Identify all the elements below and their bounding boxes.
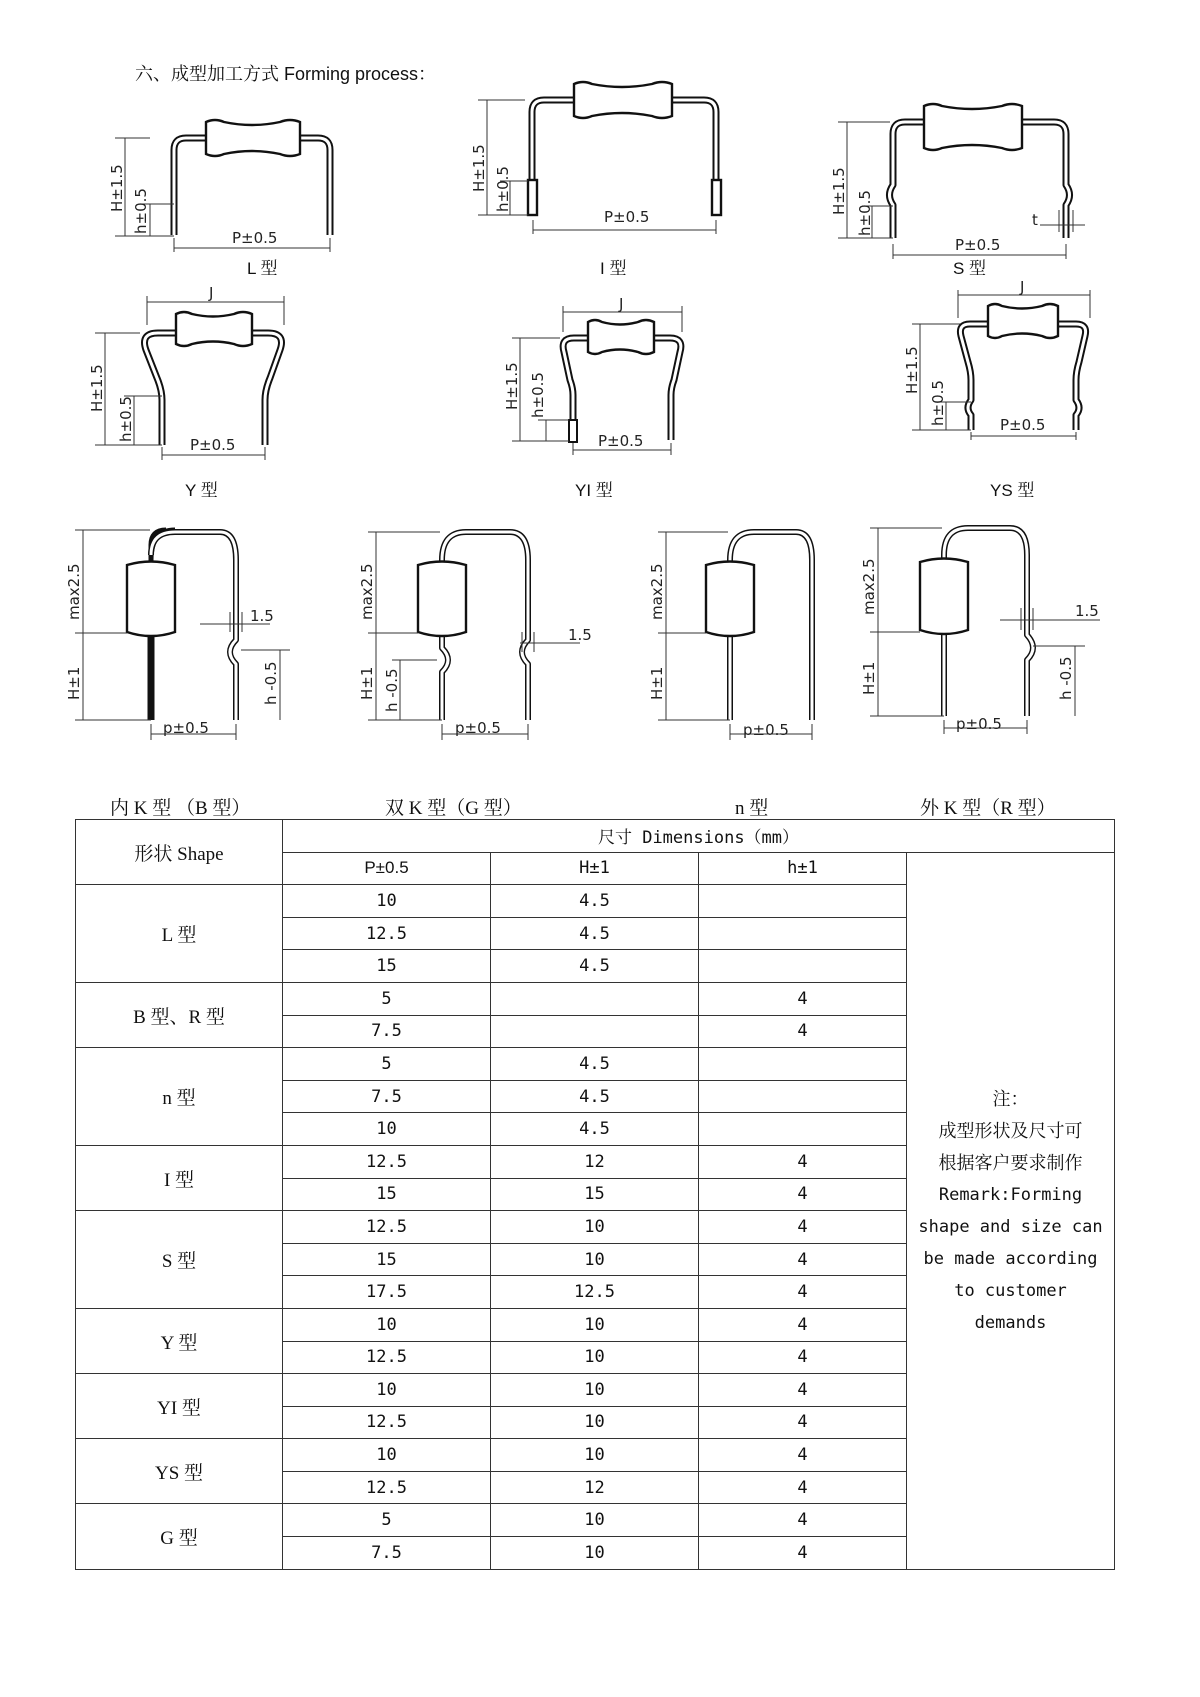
value-h-large-cell: 4.5: [491, 1080, 699, 1113]
value-h-large-cell: 4.5: [491, 885, 699, 918]
remark-line: to customer: [954, 1280, 1067, 1301]
value-h-small-cell: 4: [699, 1015, 907, 1048]
value-h-small-cell: [699, 885, 907, 918]
shape-name-cell: YS 型: [76, 1439, 283, 1504]
label-h-small-tol: h±0.5: [117, 396, 135, 442]
dimensions-table-body: [76, 820, 1115, 1570]
value-h-small-cell: 4: [699, 1145, 907, 1178]
caption-n-type: n 型: [735, 798, 769, 819]
label-p-tol: p±0.5: [455, 719, 501, 737]
label-h-tol: H±1: [358, 666, 376, 700]
shape-name-cell: n 型: [76, 1048, 283, 1146]
value-h-small-cell: 4: [699, 1374, 907, 1407]
diagram-double-k-type: [358, 532, 592, 740]
label-h-small-tol: h -0.5: [1057, 656, 1075, 700]
shape-column-header: 形状 Shape: [76, 820, 283, 885]
value-h-small-cell: [699, 917, 907, 950]
value-p-cell: 12.5: [283, 1471, 491, 1504]
diagram-ys-type: [903, 278, 1090, 440]
value-p-cell: 10: [283, 1113, 491, 1146]
value-h-large-cell: 10: [491, 1211, 699, 1244]
value-h-small-cell: 4: [699, 1243, 907, 1276]
value-p-cell: 15: [283, 1243, 491, 1276]
value-h-small-cell: [699, 950, 907, 983]
value-p-cell: 7.5: [283, 1080, 491, 1113]
value-p-cell: 7.5: [283, 1015, 491, 1048]
label-h-small-tol: h -0.5: [383, 668, 401, 712]
value-h-large-cell: [491, 982, 699, 1015]
label-h-small-tol: h -0.5: [262, 661, 280, 705]
label-h-tol: H±1.5: [503, 362, 521, 410]
value-p-cell: 15: [283, 950, 491, 983]
label-h-tol: H±1.5: [903, 346, 921, 394]
remark-line: demands: [974, 1312, 1047, 1333]
label-side: 1.5: [568, 626, 592, 644]
label-j: J: [619, 295, 624, 313]
value-p-cell: 10: [283, 1308, 491, 1341]
value-h-small-cell: 4: [699, 1341, 907, 1374]
value-p-cell: 10: [283, 1374, 491, 1407]
caption-inner-k-type: 内 K 型 （B 型）: [110, 798, 251, 819]
value-h-large-cell: 4.5: [491, 917, 699, 950]
resistor-body: [206, 120, 300, 156]
caption-y-type: Y 型: [185, 481, 218, 500]
value-h-large-cell: 10: [491, 1406, 699, 1439]
label-h-tol: H±1: [65, 666, 83, 700]
value-h-large-cell: 10: [491, 1243, 699, 1276]
column-header-p: P±0.5: [283, 852, 491, 885]
caption-double-k-type: 双 K 型（G 型）: [385, 798, 522, 819]
shape-name-cell: L 型: [76, 885, 283, 983]
label-h-small-tol: h±0.5: [132, 188, 150, 234]
value-p-cell: 5: [283, 1504, 491, 1537]
label-side: 1.5: [250, 607, 274, 625]
caption-yi-type: YI 型: [575, 481, 613, 500]
value-h-large-cell: [491, 1015, 699, 1048]
diagram-outer-k-type: [860, 528, 1100, 734]
remark-line: 注：: [992, 1088, 1029, 1109]
value-h-small-cell: 4: [699, 1406, 907, 1439]
label-p-tol: P±0.5: [1000, 416, 1046, 434]
diagram-y-type: [88, 284, 284, 460]
value-p-cell: 12.5: [283, 917, 491, 950]
value-h-large-cell: 10: [491, 1537, 699, 1570]
value-h-large-cell: 4.5: [491, 1048, 699, 1081]
label-p-tol: P±0.5: [232, 229, 278, 247]
value-h-small-cell: [699, 1080, 907, 1113]
label-h-tol: H±1: [860, 661, 878, 695]
value-p-cell: 10: [283, 1439, 491, 1472]
value-h-large-cell: 10: [491, 1504, 699, 1537]
shape-name-cell: S 型: [76, 1211, 283, 1309]
value-h-large-cell: 10: [491, 1341, 699, 1374]
value-p-cell: 12.5: [283, 1145, 491, 1178]
value-p-cell: 10: [283, 885, 491, 918]
label-max: max2.5: [358, 563, 376, 620]
dimensions-column-header: 尺寸 Dimensions（mm）: [283, 820, 1115, 853]
shape-name-cell: B 型、R 型: [76, 982, 283, 1047]
value-h-large-cell: 10: [491, 1439, 699, 1472]
value-h-large-cell: 10: [491, 1374, 699, 1407]
label-p-tol: p±0.5: [163, 719, 209, 737]
label-p-tol: p±0.5: [743, 721, 789, 739]
value-h-large-cell: 4.5: [491, 1113, 699, 1146]
table-header-row: [76, 820, 1115, 853]
label-j: J: [1020, 278, 1025, 296]
caption-l-type: L 型: [247, 259, 278, 278]
label-h-small-tol: h±0.5: [856, 190, 874, 236]
value-p-cell: 12.5: [283, 1406, 491, 1439]
section-heading: 六、成型加工方式 Forming process：: [135, 64, 437, 84]
remark-line: be made according: [923, 1248, 1098, 1269]
value-p-cell: 12.5: [283, 1211, 491, 1244]
diagram-yi-type: [503, 295, 682, 455]
caption-outer-k-type: 外 K 型（R 型）: [920, 798, 1056, 819]
value-p-cell: 5: [283, 982, 491, 1015]
label-p-tol: P±0.5: [955, 236, 1001, 254]
value-h-large-cell: 10: [491, 1308, 699, 1341]
label-h-small-tol: h±0.5: [929, 380, 947, 426]
column-header-h-large: H±1: [491, 852, 699, 885]
remark-line: 根据客户要求制作: [938, 1152, 1083, 1173]
label-p-tol: P±0.5: [604, 208, 650, 226]
label-t: t: [1032, 211, 1038, 229]
caption-s-type: S 型: [953, 259, 987, 278]
value-p-cell: 7.5: [283, 1537, 491, 1570]
value-h-small-cell: 4: [699, 1178, 907, 1211]
label-j: J: [209, 284, 214, 302]
label-p-tol: P±0.5: [598, 432, 644, 450]
label-p-tol: p±0.5: [956, 715, 1002, 733]
value-p-cell: 15: [283, 1178, 491, 1211]
remark-cell: [907, 852, 1115, 1569]
label-p-tol: P±0.5: [190, 436, 236, 454]
diagram-s-type: [830, 104, 1085, 259]
diagram-i-type: [470, 82, 721, 234]
value-h-large-cell: 4.5: [491, 950, 699, 983]
value-h-small-cell: 4: [699, 982, 907, 1015]
caption-i-type: I 型: [600, 259, 627, 278]
value-h-small-cell: 4: [699, 1504, 907, 1537]
label-h-small-tol: h±0.5: [494, 166, 512, 212]
label-max: max2.5: [65, 563, 83, 620]
label-h-tol: H±1.5: [470, 144, 488, 192]
shape-name-cell: Y 型: [76, 1308, 283, 1373]
label-h-tol: H±1.5: [88, 364, 106, 412]
label-max: max2.5: [648, 563, 666, 620]
value-h-small-cell: 4: [699, 1439, 907, 1472]
value-h-small-cell: 4: [699, 1537, 907, 1570]
value-p-cell: 5: [283, 1048, 491, 1081]
column-header-h-small: h±1: [699, 852, 907, 885]
value-h-large-cell: 12: [491, 1145, 699, 1178]
remark-line: 成型形状及尺寸可: [938, 1120, 1083, 1141]
diagram-l-type: [108, 120, 330, 252]
remark-line: Remark:Forming: [938, 1184, 1083, 1205]
label-h-tol: H±1: [648, 666, 666, 700]
value-h-small-cell: [699, 1113, 907, 1146]
value-h-large-cell: 12.5: [491, 1276, 699, 1309]
diagram-n-type: [648, 532, 812, 740]
value-p-cell: 12.5: [283, 1341, 491, 1374]
shape-name-cell: I 型: [76, 1145, 283, 1210]
diagram-inner-k-type: [65, 530, 290, 740]
inductor-body: [127, 562, 175, 637]
value-h-small-cell: [699, 1048, 907, 1081]
shape-name-cell: G 型: [76, 1504, 283, 1569]
dimensions-table: [75, 819, 1115, 1570]
value-p-cell: 17.5: [283, 1276, 491, 1309]
label-side: 1.5: [1075, 602, 1099, 620]
forming-diagrams: [0, 0, 1200, 800]
remark-line: shape and size can: [918, 1216, 1103, 1237]
label-h-small-tol: h±0.5: [529, 372, 547, 418]
shape-name-cell: YI 型: [76, 1374, 283, 1439]
value-h-large-cell: 12: [491, 1471, 699, 1504]
value-h-small-cell: 4: [699, 1471, 907, 1504]
label-h-tol: H±1.5: [830, 167, 848, 215]
label-max: max2.5: [860, 558, 878, 615]
value-h-small-cell: 4: [699, 1276, 907, 1309]
value-h-large-cell: 15: [491, 1178, 699, 1211]
value-h-small-cell: 4: [699, 1308, 907, 1341]
caption-ys-type: YS 型: [990, 481, 1035, 500]
label-h-tol: H±1.5: [108, 164, 126, 212]
value-h-small-cell: 4: [699, 1211, 907, 1244]
